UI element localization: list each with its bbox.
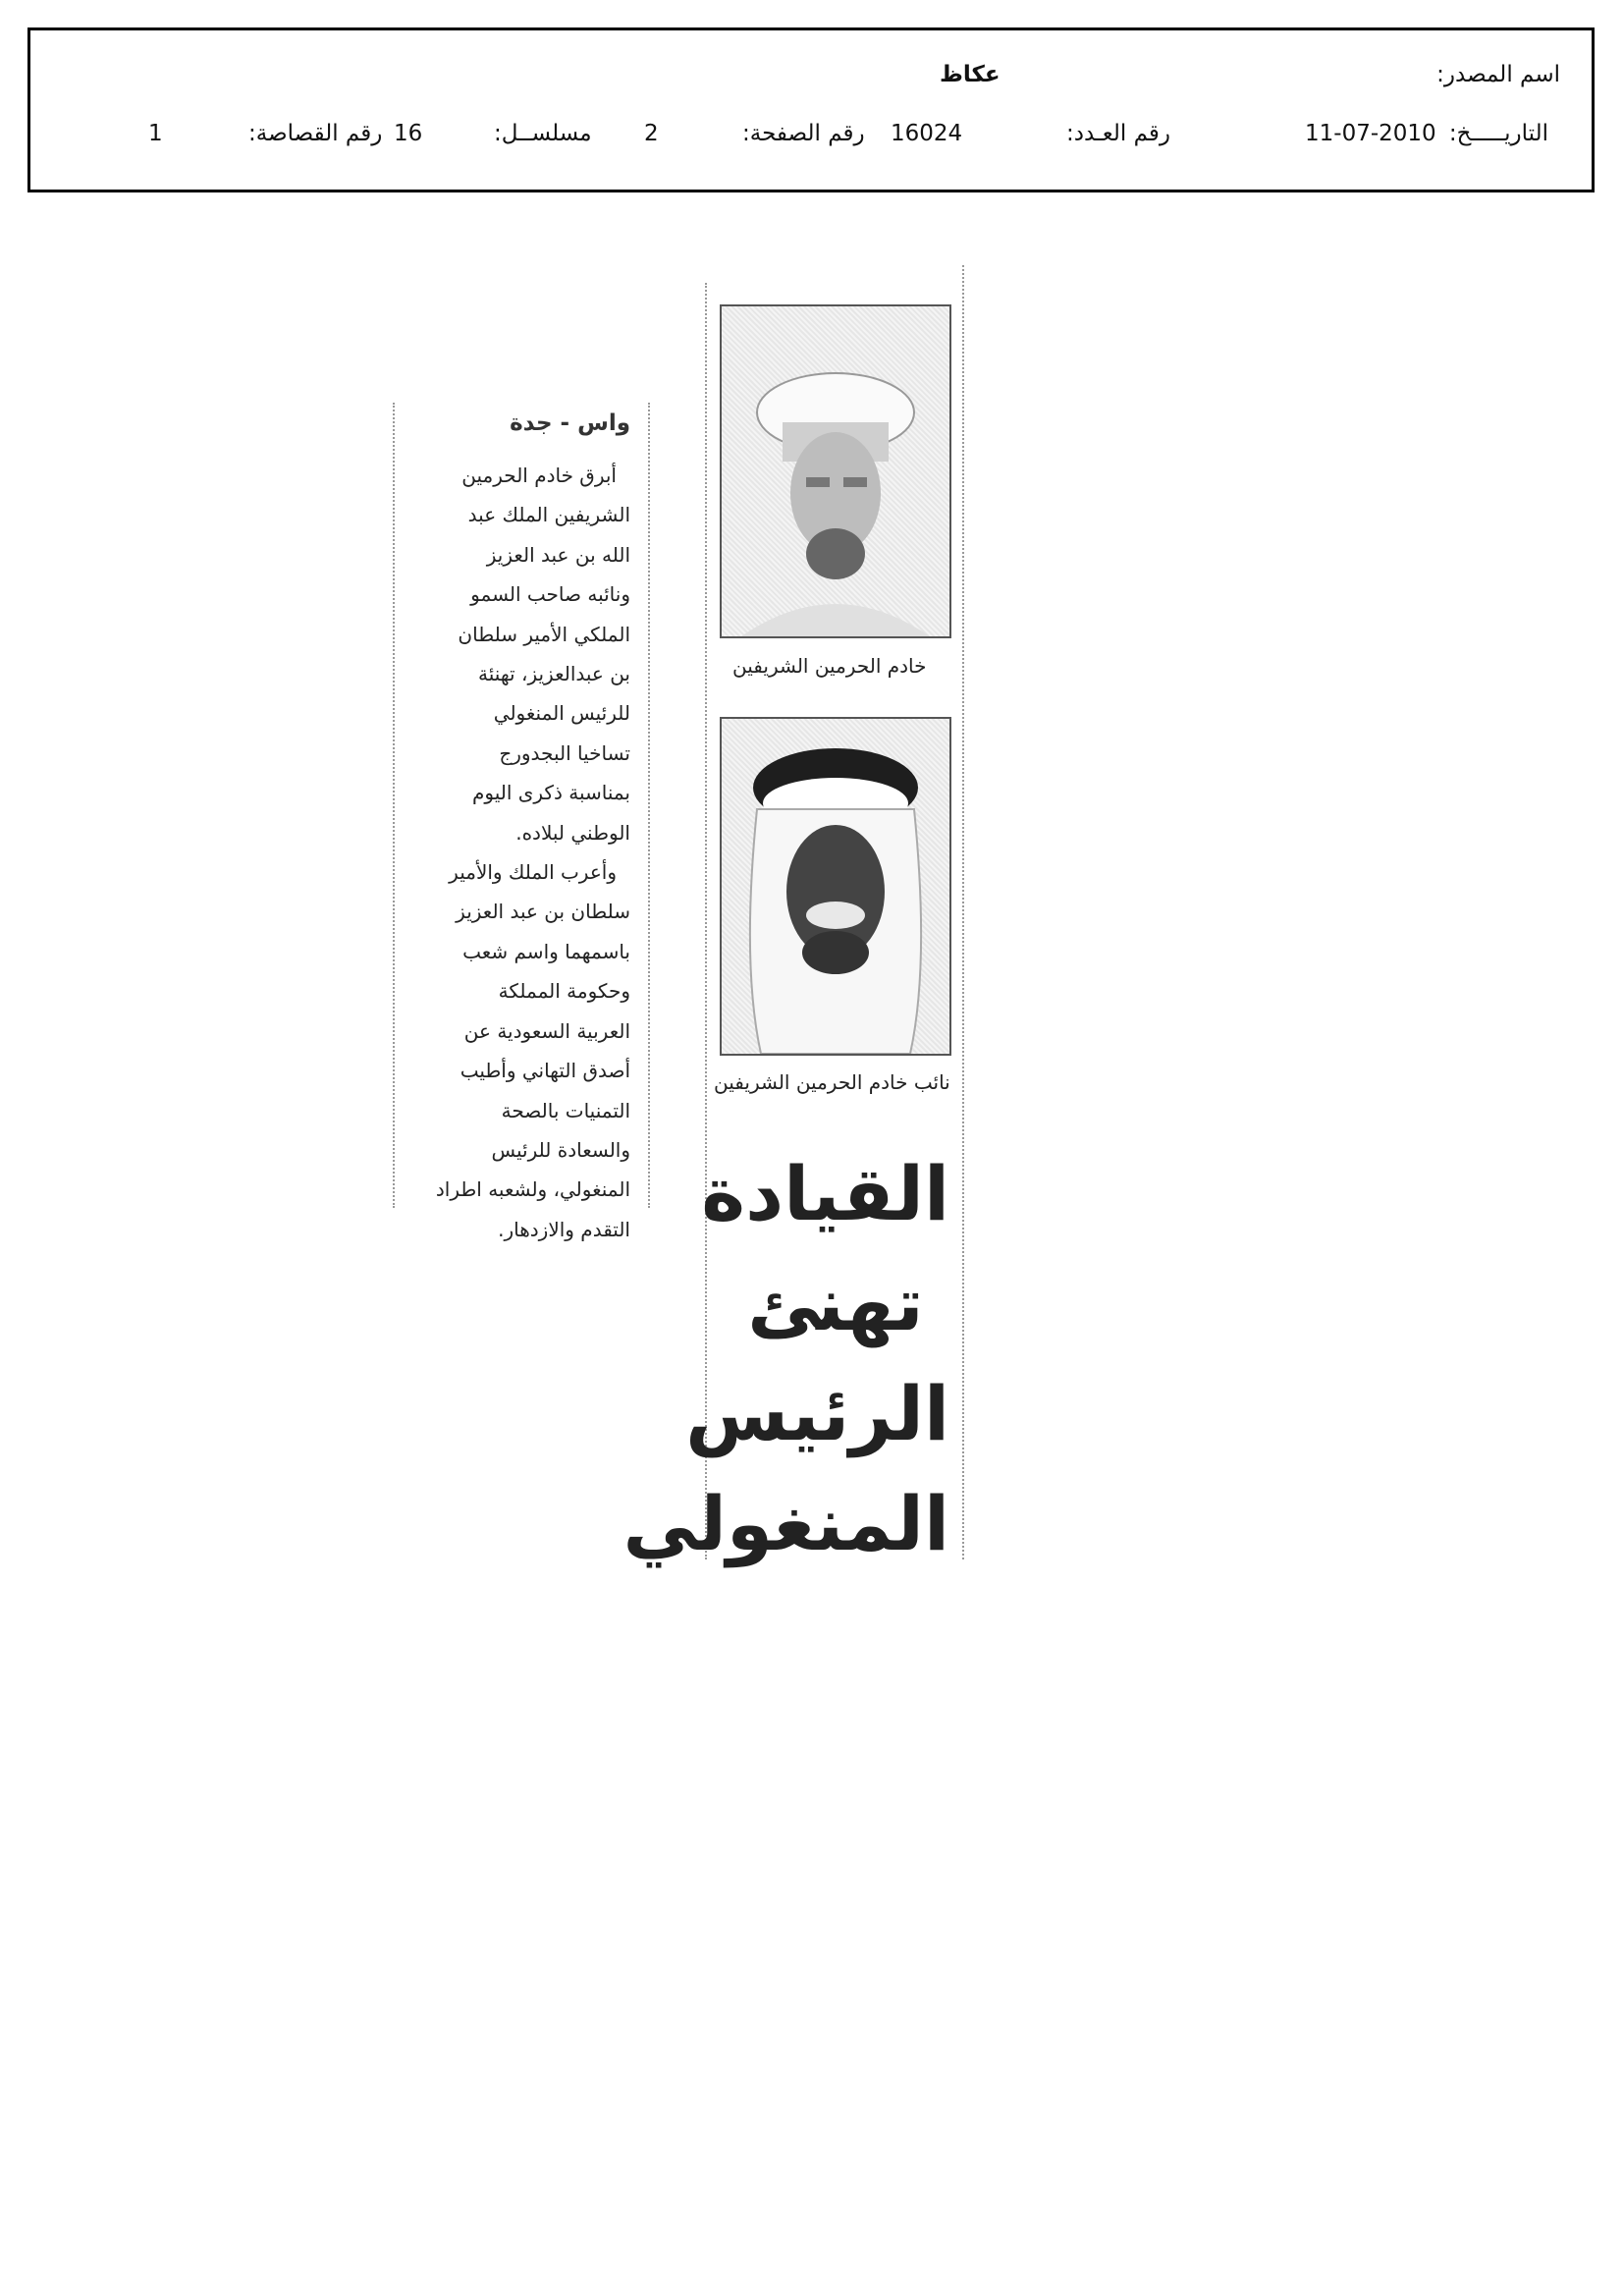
headline-line: تهنئ	[747, 1260, 924, 1347]
article-body	[401, 456, 630, 1249]
body-line: بمناسبة ذكرى اليوم	[471, 781, 630, 805]
body-line: المنغولي، ولشعبه اطراد	[435, 1177, 630, 1202]
body-line: بن عبدالعزيز، تهنئة	[478, 662, 630, 686]
body-line: والسعادة للرئيس	[491, 1137, 630, 1162]
column-rule	[648, 403, 650, 1208]
column-rule	[393, 403, 395, 1208]
date-label: التاريـــــخ:	[1448, 121, 1548, 146]
serial-label: مسلســل:	[494, 121, 592, 146]
body-line: الملكي الأمير سلطان	[458, 622, 630, 646]
headline	[622, 1139, 949, 1579]
clipping-header	[27, 27, 1595, 192]
photo-crown-prince-portrait	[720, 717, 951, 1056]
body-line: باسمهما واسم شعب	[462, 939, 630, 963]
photo1-caption: خادم الحرمين الشريفين	[732, 654, 927, 678]
clip-label: رقم القصاصة:	[248, 121, 383, 146]
issue-value: 16024	[891, 121, 963, 146]
source-name: عكاظ	[940, 62, 1001, 87]
serial-value: 16	[394, 121, 423, 146]
body-line: أصدق التهاني وأطيب	[460, 1059, 630, 1083]
body-line: التقدم والازدهار.	[498, 1217, 630, 1241]
photo2-caption: نائب خادم الحرمين الشريفين	[714, 1070, 950, 1094]
body-line: للرئيس المنغولي	[493, 701, 630, 726]
body-line: تساخيا البجدورج	[499, 740, 630, 765]
body-line: الوطني لبلاده.	[515, 820, 630, 845]
body-line: الله بن عبد العزيز	[486, 542, 630, 567]
headline-line: القيادة	[701, 1150, 949, 1237]
body-line: وأعرب الملك والأمير	[449, 860, 617, 885]
body-line: سلطان بن عبد العزيز	[456, 900, 630, 924]
portrait-icon	[722, 719, 949, 1054]
portrait-icon	[722, 306, 949, 636]
column-rule	[962, 265, 964, 1559]
body-line: أبرق خادم الحرمين	[461, 464, 617, 487]
body-line: وحكومة المملكة	[498, 979, 630, 1004]
clip-value: 1	[148, 121, 163, 146]
page-label: رقم الصفحة:	[742, 121, 865, 146]
headline-line: الرئيس	[685, 1370, 949, 1457]
body-line: الشريفين الملك عبد	[467, 503, 630, 527]
issue-label: رقم العـدد:	[1066, 121, 1171, 146]
source-label: اسم المصدر:	[1436, 62, 1560, 87]
headline-line: المنغولي	[622, 1480, 949, 1567]
body-line: العربية السعودية عن	[463, 1018, 630, 1043]
date-value: 11-07-2010	[1305, 121, 1436, 146]
photo-king-portrait	[720, 304, 951, 638]
body-line: ونائبه صاحب السمو	[470, 582, 630, 607]
page-value: 2	[644, 121, 659, 146]
byline: واس - جدة	[510, 410, 630, 436]
body-line: التمنيات بالصحة	[501, 1098, 630, 1122]
